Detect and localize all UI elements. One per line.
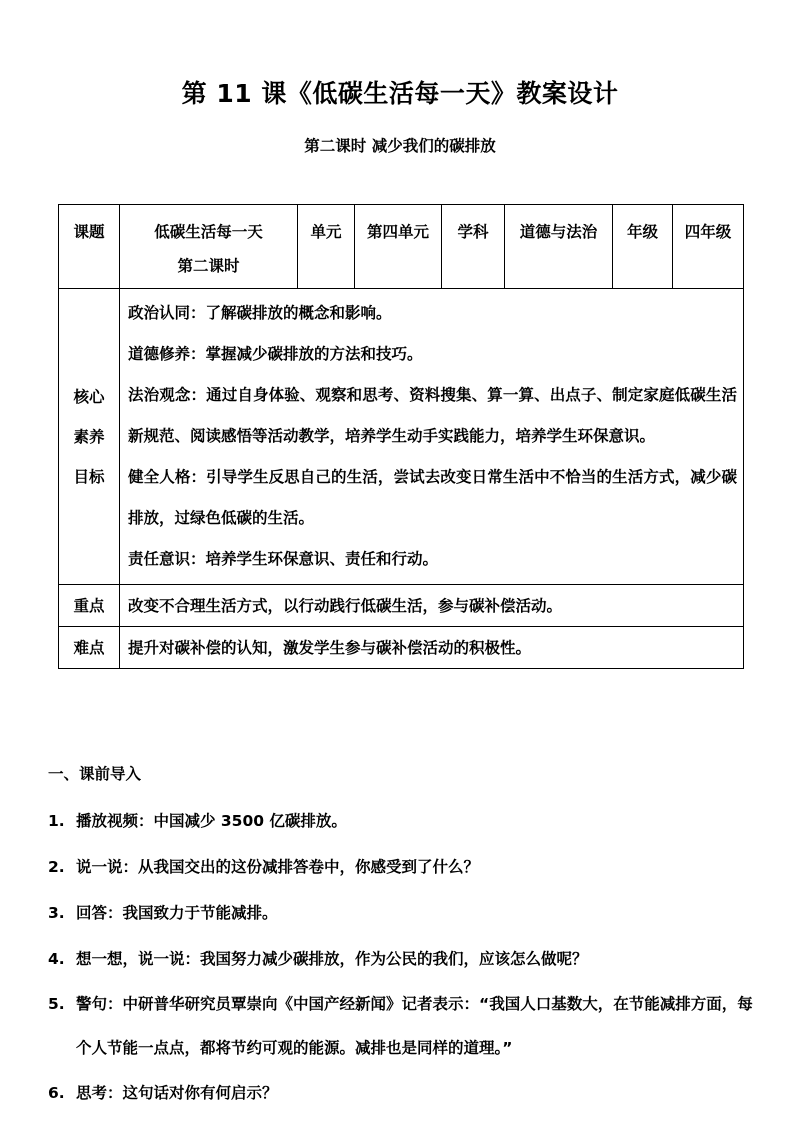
topic-value-line2: 第二课时 (177, 257, 240, 275)
list-item-text: 思考：这句话对你有何启示？ (76, 1084, 278, 1102)
list-item-text: 警句：中研普华研究员覃崇向《中国产经新闻》记者表示：“我国人口基数大，在节能减排方面，每个人节能一点点，都将节约可观的能源。减排也是同样的道理。” (76, 995, 753, 1057)
topic-value-line1: 低碳生活每一天 (154, 223, 263, 241)
key-point-row (59, 585, 744, 627)
core-goal-item: 道德修养：掌握减少碳排放的方法和技巧。 (128, 345, 423, 363)
grade-label-cell (613, 205, 673, 289)
list-item (48, 890, 758, 936)
subject-value-cell (505, 205, 613, 289)
core-goals-content-cell (120, 289, 744, 585)
unit-label-cell (298, 205, 355, 289)
difficulty-row (59, 627, 744, 669)
grade-value: 四年级 (684, 223, 732, 241)
core-goal-item: 政治认同：了解碳排放的概念和影响。 (128, 304, 392, 322)
subject-value: 道德与法治 (519, 223, 598, 241)
list-item-text: 说一说：从我国交出的这份减排答卷中，你感受到了什么？ (76, 858, 480, 876)
core-goals-label-line1: 核心 (73, 387, 105, 406)
key-point-label: 重点 (59, 585, 120, 627)
document-title: 第 11 课《低碳生活每一天》教案设计 (181, 79, 619, 108)
topic-label-cell (59, 205, 120, 289)
list-item-number: 6. (48, 1084, 65, 1102)
core-goal-item: 健全人格：引导学生反思自己的生活，尝试去改变日常生活中不恰当的生活方式，减少碳排放，过绿色低碳的生活。 (128, 468, 737, 527)
core-goals-row (59, 289, 744, 585)
core-goals-label-line2: 素养 (73, 427, 105, 446)
core-goal-item: 法治观念：通过自身体验、观察和思考、资料搜集、算一算、出点子、制定家庭低碳生活新规范、阅读感悟等活动教学，培养学生动手实践能力，培养学生环保意识。 (128, 386, 737, 445)
section-heading: 一、课前导入 (48, 765, 142, 783)
grade-label: 年级 (626, 223, 658, 241)
list-item-text: 想一想，说一说：我国努力减少碳排放，作为公民的我们，应该怎么做呢？ (76, 950, 588, 968)
difficulty-label: 难点 (59, 627, 120, 669)
core-goals-label-cell (59, 289, 120, 585)
difficulty-value: 提升对碳补偿的认知，激发学生参与碳补偿活动的积极性。 (120, 627, 744, 669)
subject-label: 学科 (457, 223, 489, 241)
list-item (48, 798, 758, 844)
topic-label: 课题 (73, 223, 105, 241)
core-goals-label-line3: 目标 (73, 467, 105, 486)
unit-label: 单元 (310, 223, 342, 241)
list-item (48, 1070, 758, 1116)
table-header-row (59, 205, 744, 289)
subject-label-cell (442, 205, 505, 289)
list-item-text: 回答：我国致力于节能减排。 (76, 904, 278, 922)
grade-value-cell (673, 205, 744, 289)
unit-value-cell (355, 205, 442, 289)
unit-value: 第四单元 (366, 223, 429, 241)
key-point-value: 改变不合理生活方式，以行动践行低碳生活，参与碳补偿活动。 (120, 585, 744, 627)
list-item (48, 982, 758, 1070)
lesson-info-table (58, 204, 744, 669)
list-item-number: 1. (48, 812, 65, 830)
core-goal-item: 责任意识：培养学生环保意识、责任和行动。 (128, 550, 439, 568)
list-item-number: 2. (48, 858, 65, 876)
list-item-number: 3. (48, 904, 65, 922)
list-item-number: 5. (48, 995, 65, 1013)
intro-steps-list (48, 798, 758, 1116)
list-item (48, 936, 758, 982)
topic-value-cell (120, 205, 298, 289)
document-subtitle: 第二课时 减少我们的碳排放 (304, 137, 496, 155)
list-item-text: 播放视频：中国减少 3500 亿碳排放。 (76, 812, 347, 830)
list-item (48, 844, 758, 890)
list-item-number: 4. (48, 950, 65, 968)
